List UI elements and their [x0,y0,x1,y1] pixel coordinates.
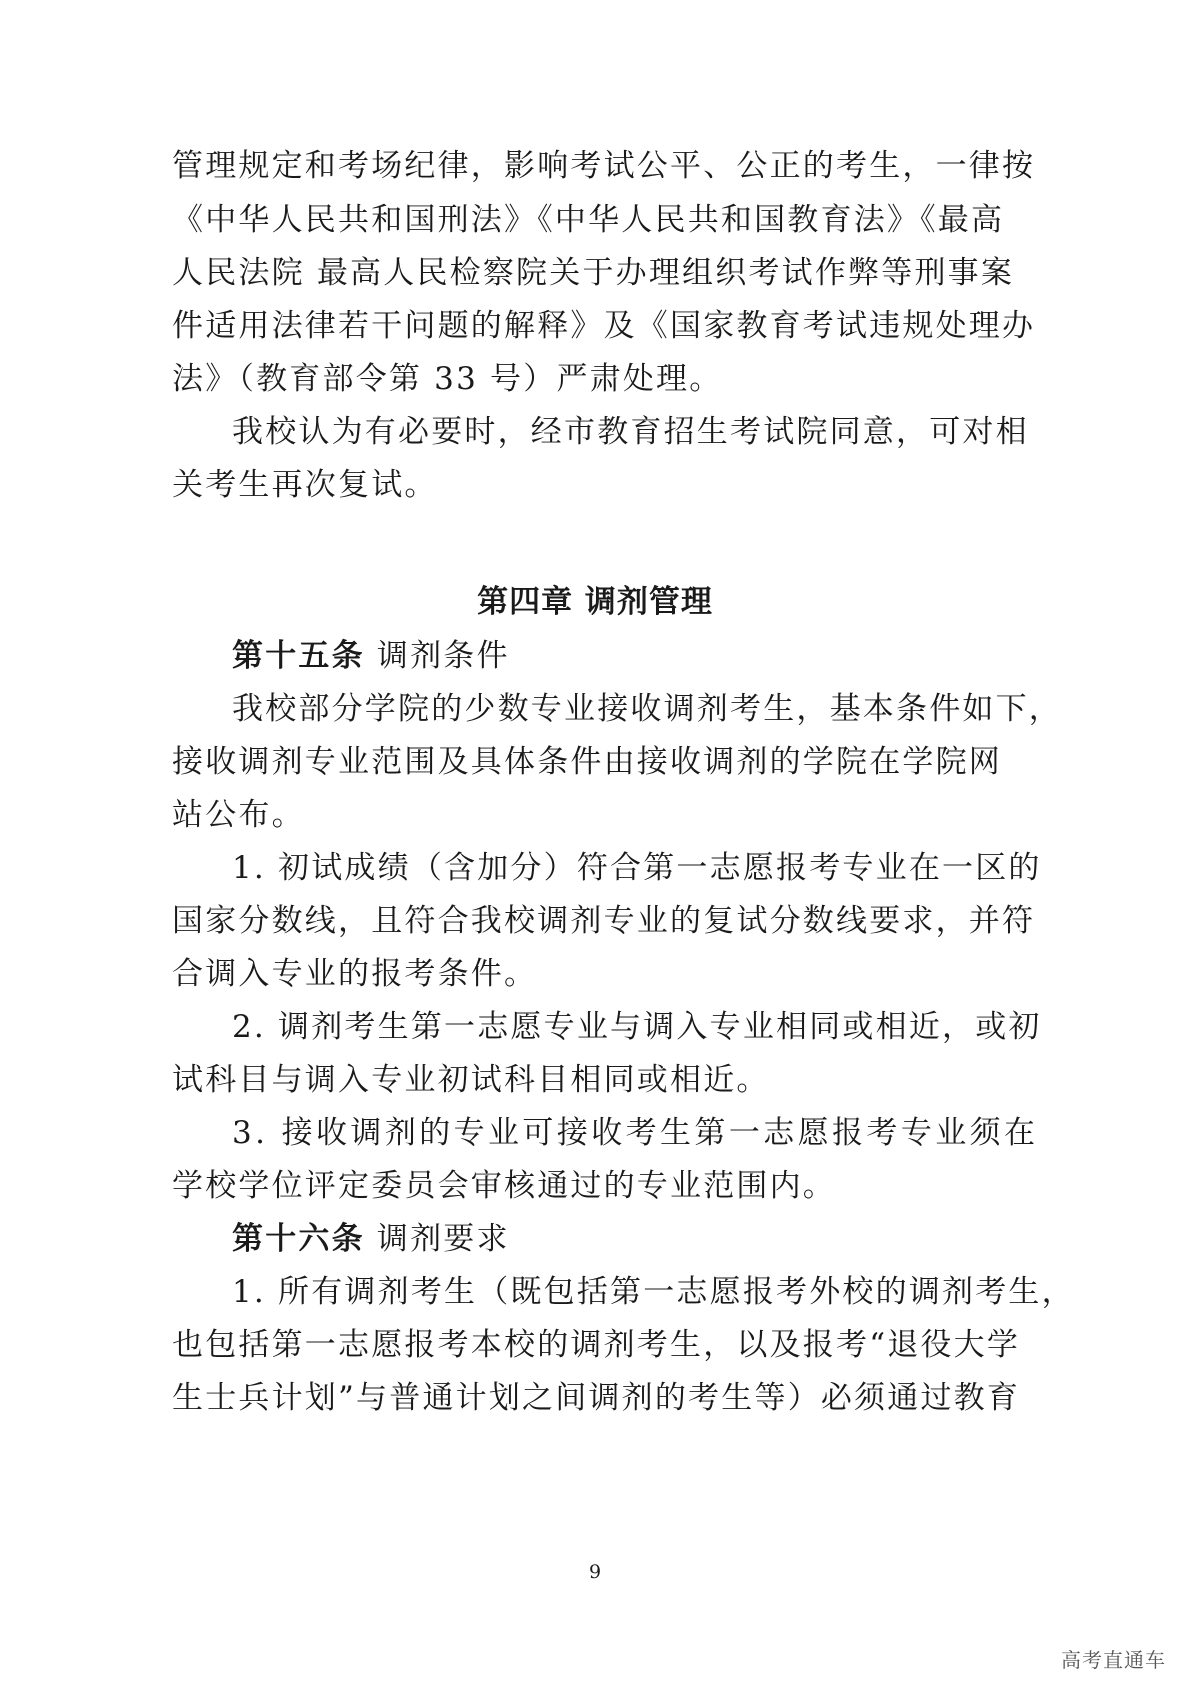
body-line: 3. 接收调剂的专业可接收考生第一志愿报考专业须在 [232,1115,1039,1151]
body-line: 国家分数线，且符合我校调剂专业的复试分数线要求，并符 [172,903,1036,939]
body-line: 学校学位评定委员会审核通过的专业范围内。 [172,1168,836,1204]
body-line: 我校部分学院的少数专业接收调剂考生，基本条件如下， [232,691,1062,727]
body-line: 合调入专业的报考条件。 [172,956,538,992]
body-line: 关考生再次复试。 [172,467,438,503]
article-title: 调剂要求 [376,1221,510,1257]
body-line: 站公布。 [172,797,305,833]
chapter-title: 第四章 调剂管理 [477,584,713,620]
body-line: 试科目与调入专业初试科目相同或相近。 [172,1062,770,1098]
body-line: 1. 初试成绩（含加分）符合第一志愿报考专业在一区的 [232,850,1042,886]
article-title: 调剂条件 [376,638,510,674]
article-label: 第十五条 [232,638,365,674]
body-line: 1. 所有调剂考生（既包括第一志愿报考外校的调剂考生， [232,1274,1075,1310]
body-line: 也包括第一志愿报考本校的调剂考生，以及报考“退役大学 [172,1327,1021,1363]
body-line: 件适用法律若干问题的解释》及《国家教育考试违规处理办 [172,308,1036,344]
article-heading [232,1219,510,1259]
page-number: 9 [588,1561,602,1583]
body-line: 我校认为有必要时，经市教育招生考试院同意，可对相 [232,414,1029,450]
body-line: 法》（教育部令第 33 号）严肃处理。 [172,361,723,397]
body-line: 接收调剂专业范围及具体条件由接收调剂的学院在学院网 [172,744,1002,780]
body-line: 人民法院 最高人民检察院关于办理组织考试作弊等刑事案 [172,255,1015,291]
article-heading [232,636,510,676]
article-label: 第十六条 [232,1221,365,1257]
body-line: 2. 调剂考生第一志愿专业与调入专业相同或相近，或初 [232,1009,1042,1045]
watermark: 高考直通车 [1061,1648,1166,1672]
body-line: 生士兵计划”与普通计划之间调剂的考生等）必须通过教育 [172,1380,1021,1416]
body-line: 《中华人民共和国刑法》《中华人民共和国教育法》《最高 [172,202,1005,238]
body-line: 管理规定和考场纪律，影响考试公平、公正的考生，一律按 [172,148,1036,184]
